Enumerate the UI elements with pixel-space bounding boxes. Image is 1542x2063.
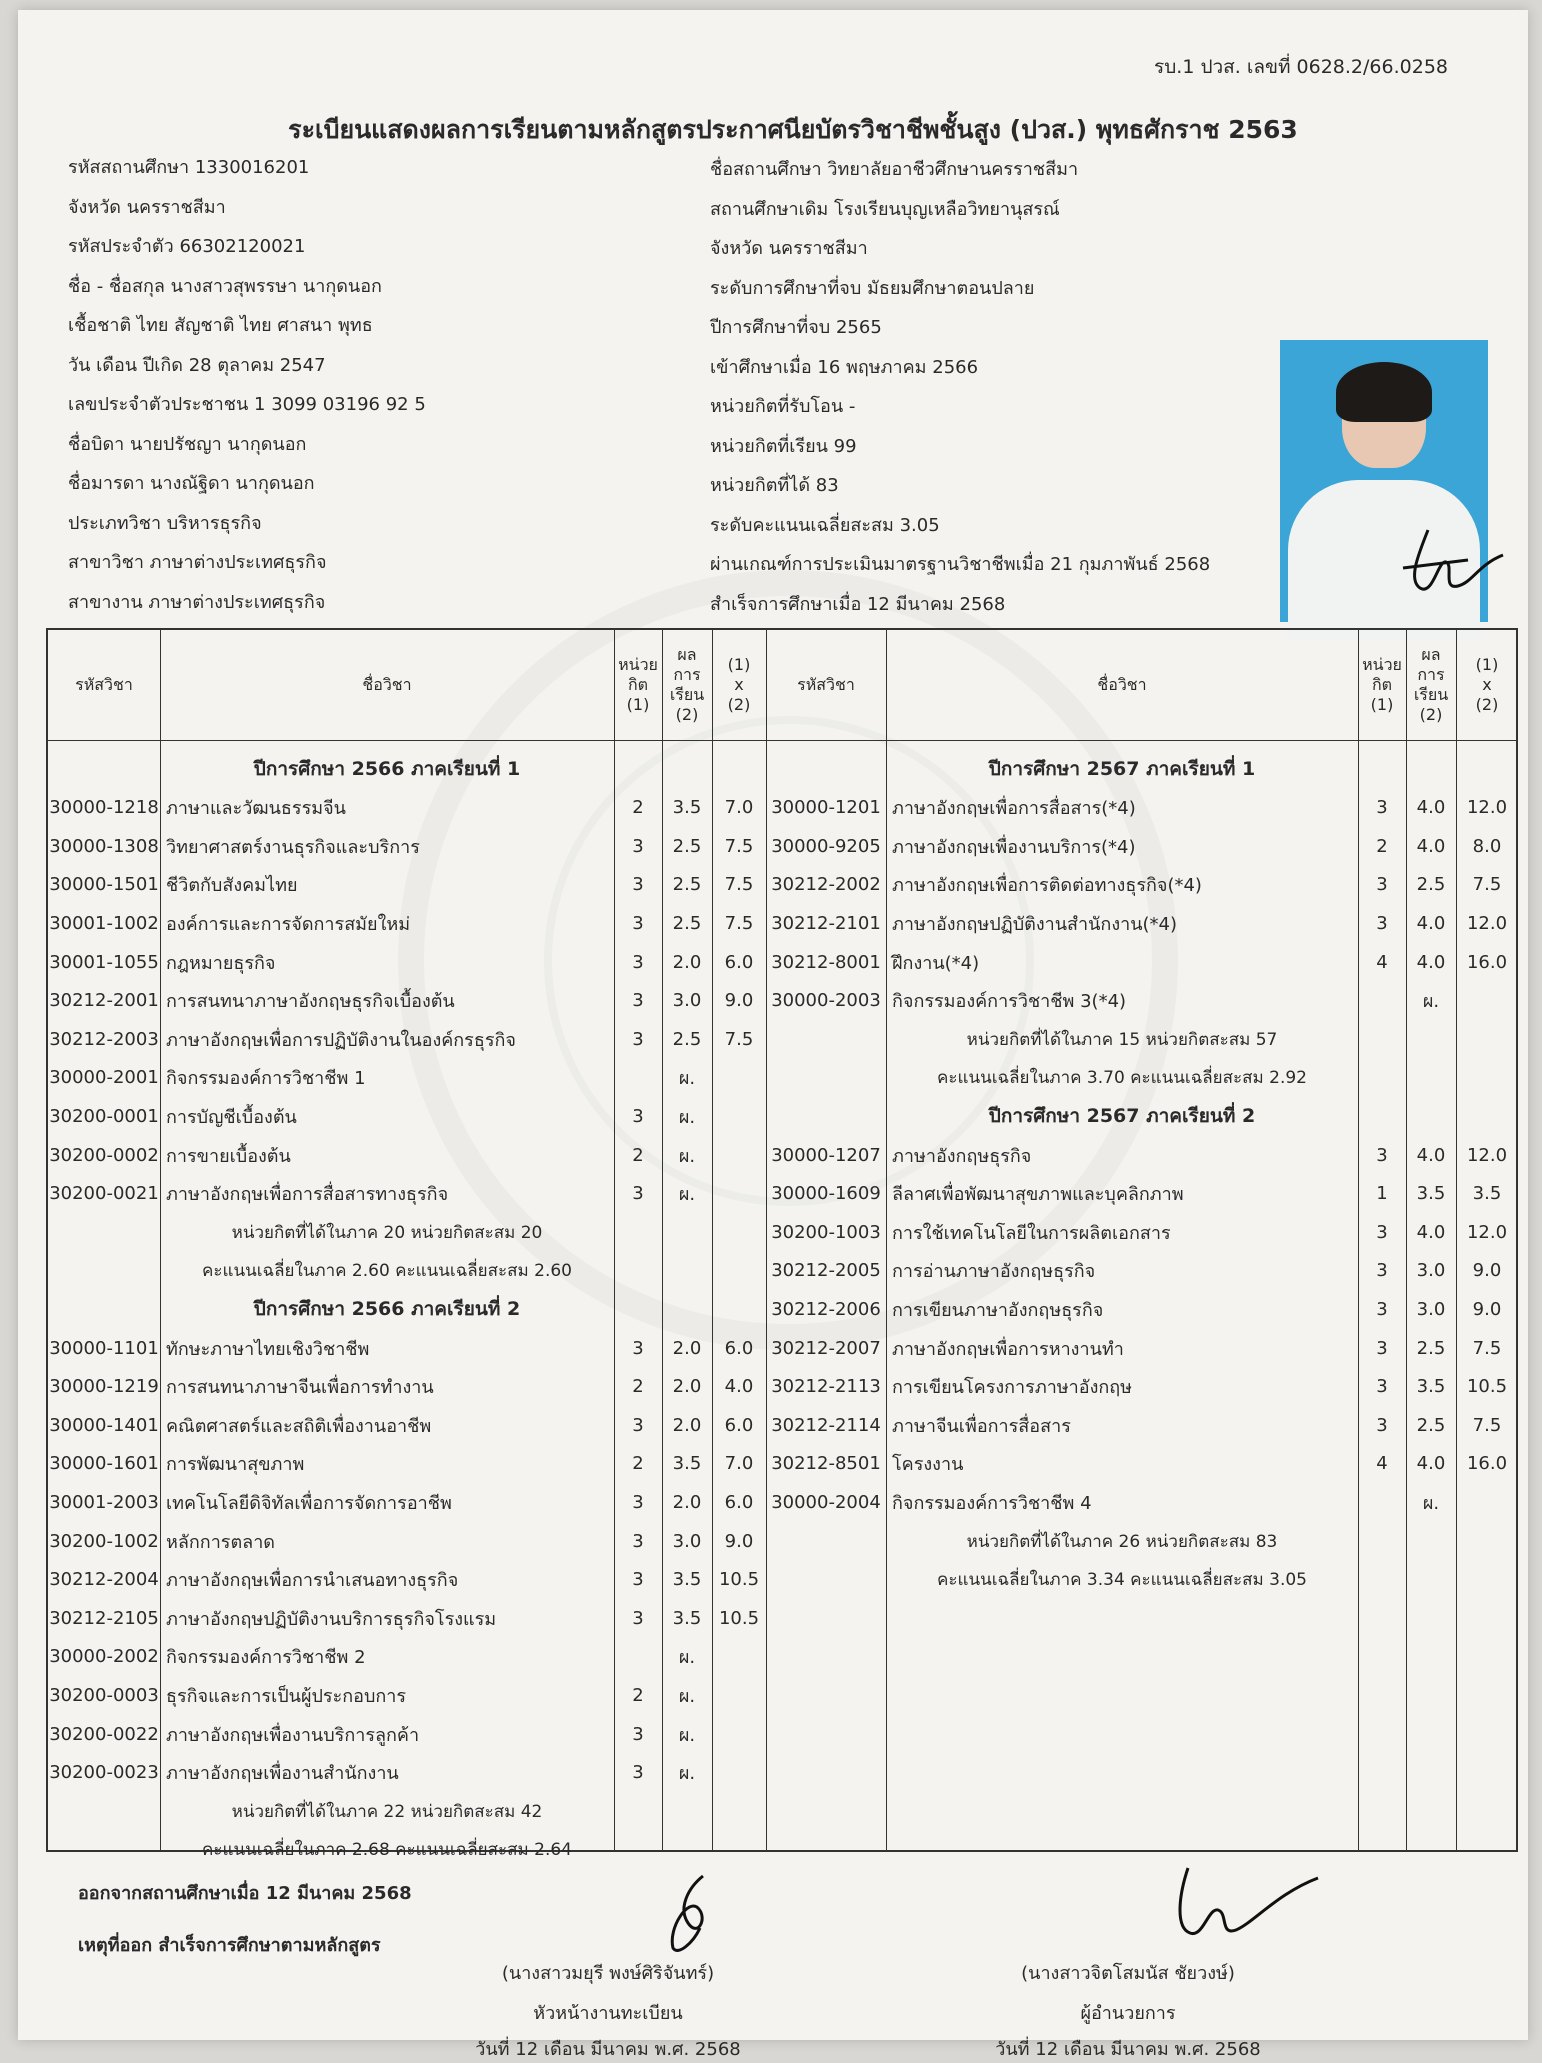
course-product: 7.5 — [1472, 1337, 1502, 1359]
course-name: ภาษาอังกฤษปฏิบัติงานบริการธุรกิจโรงแรม — [166, 1608, 497, 1630]
info-line: ชื่อ - ชื่อสกุล นางสาวสุพรรษา นากุดนอก — [68, 275, 382, 297]
course-code: 30001-1002 — [49, 912, 159, 934]
director-title: ผู้อำนวยการ — [1080, 2003, 1176, 2024]
semester-summary: หน่วยกิตที่ได้ในภาค 15 หน่วยกิตสะสม 57 — [966, 1029, 1278, 1050]
course-code: 30212-2001 — [49, 990, 159, 1012]
course-credit: 4 — [1376, 1453, 1388, 1475]
course-grade: 2.5 — [672, 912, 702, 934]
course-product — [712, 1638, 766, 1676]
course-credit: 3 — [632, 1183, 644, 1205]
course-grade: 3.5 — [672, 1607, 702, 1629]
course-code: 30212-2004 — [49, 1569, 159, 1591]
course-product: 10.5 — [718, 1569, 760, 1591]
course-product: 8.0 — [1472, 835, 1502, 857]
course-credit: 3 — [1376, 912, 1388, 934]
course-name: ทักษะภาษาไทยเชิงวิชาชีพ — [166, 1338, 370, 1360]
course-name: การเขียนภาษาอังกฤษธุรกิจ — [892, 1299, 1104, 1321]
info-line: สถานศึกษาเดิม โรงเรียนบุญเหลือวิทยานุสรณ์ — [710, 198, 1060, 220]
course-grade: 4.0 — [1416, 912, 1446, 934]
course-product — [712, 1136, 766, 1174]
info-line: ประเภทวิชา บริหารธุรกิจ — [68, 512, 262, 534]
course-product: 7.0 — [724, 1453, 754, 1475]
document-title: ระเบียนแสดงผลการเรียนตามหลักสูตรประกาศนียบัตรวิชาชีพชั้นสูง (ปวส.) พุทธศักราช 2563 — [288, 115, 1298, 144]
course-name: กิจกรรมองค์การวิชาชีพ 3(*4) — [892, 991, 1127, 1013]
course-credit: 2 — [632, 1144, 644, 1166]
course-credit: 3 — [632, 1607, 644, 1629]
course-credit: 3 — [632, 951, 644, 973]
course-code: 30000-1219 — [49, 1376, 159, 1398]
info-line: หน่วยกิตที่รับโอน - — [710, 396, 856, 417]
course-code: 30212-2005 — [771, 1260, 881, 1282]
course-name: การใช้เทคโนโลยีในการผลิตเอกสาร — [892, 1222, 1171, 1244]
course-credit — [614, 1059, 662, 1097]
course-credit: 3 — [632, 1491, 644, 1513]
course-credit: 3 — [1376, 1260, 1388, 1282]
course-product: 16.0 — [1466, 1453, 1508, 1475]
course-name: องค์การและการจัดการสมัยใหม่ — [166, 913, 411, 935]
course-credit: 3 — [632, 835, 644, 857]
info-line: ชื่อมารดา นางณัฐิดา นากุดนอก — [68, 473, 315, 494]
course-name: ภาษาอังกฤษเพื่อการปฏิบัติงานในองค์กรธุรกิจ — [166, 1029, 516, 1051]
semester-header: ปีการศึกษา 2567 ภาคเรียนที่ 1 — [988, 758, 1256, 780]
course-code: 30000-1201 — [771, 797, 881, 819]
course-credit: 1 — [1376, 1183, 1388, 1205]
column-header-product: (1) x (2) — [1475, 655, 1499, 714]
course-credit: 2 — [632, 797, 644, 819]
course-grade: 4.0 — [1416, 1144, 1446, 1166]
course-code: 30200-0002 — [49, 1144, 159, 1166]
course-name: กฎหมายธุรกิจ — [166, 952, 276, 974]
course-product: 12.0 — [1466, 912, 1508, 934]
column-header-grade: ผล การ เรียน (2) — [669, 645, 705, 724]
info-line: ชื่อสถานศึกษา วิทยาลัยอาชีวศึกษานครราชสีมา — [710, 159, 1079, 180]
column-header-grade: ผล การ เรียน (2) — [1413, 645, 1449, 724]
course-grade: 4.0 — [1416, 1453, 1446, 1475]
course-product: 12.0 — [1466, 797, 1508, 819]
semester-summary: คะแนนเฉลี่ยในภาค 2.60 คะแนนเฉลี่ยสะสม 2.60 — [202, 1261, 572, 1282]
course-credit: 3 — [632, 912, 644, 934]
director-date: วันที่ 12 เดือน มีนาคม พ.ศ. 2568 — [995, 2039, 1261, 2060]
course-credit: 2 — [632, 1453, 644, 1475]
column-header-product: (1) x (2) — [727, 655, 751, 714]
column-header-name: ชื่อวิชา — [362, 675, 412, 694]
course-grade: ผ. — [678, 1763, 696, 1785]
course-grade: ผ. — [678, 1145, 696, 1167]
course-grade: ผ. — [678, 1184, 696, 1206]
course-name: ภาษาอังกฤษเพื่อการหางานทำ — [892, 1338, 1124, 1360]
course-grade: 4.0 — [1416, 797, 1446, 819]
leave-date: ออกจากสถานศึกษาเมื่อ 12 มีนาคม 2568 — [78, 1883, 412, 1904]
course-code: 30000-2004 — [771, 1491, 881, 1513]
course-product: 6.0 — [724, 1491, 754, 1513]
course-credit: 3 — [1376, 1414, 1388, 1436]
course-code: 30000-1501 — [49, 874, 159, 896]
course-code: 30212-2105 — [49, 1607, 159, 1629]
course-code: 30000-2002 — [49, 1646, 159, 1668]
info-line: สาขางาน ภาษาต่างประเทศธุรกิจ — [68, 591, 326, 613]
course-grade: ผ. — [1422, 991, 1440, 1013]
course-product: 9.0 — [724, 990, 754, 1012]
course-product: 10.5 — [718, 1607, 760, 1629]
course-code: 30000-2003 — [771, 990, 881, 1012]
course-code: 30200-0003 — [49, 1684, 159, 1706]
course-product — [712, 1175, 766, 1213]
course-grade: 2.5 — [1416, 1414, 1446, 1436]
info-line: รหัสประจำตัว 66302120021 — [68, 236, 306, 257]
course-code: 30200-1003 — [771, 1221, 881, 1243]
course-name: ภาษาอังกฤษปฏิบัติงานสำนักงาน(*4) — [892, 913, 1178, 935]
course-credit: 3 — [632, 1337, 644, 1359]
director-signature — [1168, 1858, 1328, 1958]
course-product — [712, 1715, 766, 1753]
course-name: กิจกรรมองค์การวิชาชีพ 1 — [166, 1068, 366, 1090]
course-credit: 3 — [632, 1762, 644, 1784]
course-code: 30001-2003 — [49, 1491, 159, 1513]
course-grade: 4.0 — [1416, 1221, 1446, 1243]
course-grade: 4.0 — [1416, 951, 1446, 973]
course-credit: 3 — [632, 1723, 644, 1745]
course-product: 7.5 — [1472, 874, 1502, 896]
info-line: รหัสสถานศึกษา 1330016201 — [68, 157, 310, 178]
transcript-page — [18, 10, 1528, 2060]
course-product: 3.5 — [1472, 1183, 1502, 1205]
course-name: ภาษาอังกฤษเพื่อการสื่อสารทางธุรกิจ — [166, 1184, 449, 1206]
semester-summary: หน่วยกิตที่ได้ในภาค 20 หน่วยกิตสะสม 20 — [231, 1222, 543, 1243]
course-credit: 3 — [632, 1028, 644, 1050]
course-grade: 2.0 — [672, 1414, 702, 1436]
course-credit: 3 — [632, 1105, 644, 1127]
course-grade: 3.5 — [1416, 1183, 1446, 1205]
course-grade: 2.0 — [672, 1491, 702, 1513]
course-code: 30000-9205 — [771, 835, 881, 857]
column-header-code: รหัสวิชา — [75, 675, 133, 694]
course-code: 30212-8001 — [771, 951, 881, 973]
semester-header: ปีการศึกษา 2566 ภาคเรียนที่ 2 — [253, 1298, 521, 1321]
grades-table — [46, 628, 1518, 1861]
course-credit: 2 — [1376, 835, 1388, 857]
leave-reason: เหตุที่ออก สำเร็จการศึกษาตามหลักสูตร — [78, 1935, 381, 1956]
course-grade: 2.0 — [672, 1337, 702, 1359]
director-name: (นางสาวจิตโสมนัส ชัยวงษ์) — [1021, 1963, 1235, 1984]
course-name: การพัฒนาสุขภาพ — [166, 1454, 305, 1476]
course-name: เทคโนโลยีดิจิทัลเพื่อการจัดการอาชีพ — [166, 1492, 452, 1514]
column-header-credit: หน่วย กิต (1) — [1362, 655, 1402, 714]
course-grade: 2.0 — [672, 951, 702, 973]
course-product: 9.0 — [1472, 1298, 1502, 1320]
course-code: 30212-2003 — [49, 1028, 159, 1050]
course-credit: 3 — [1376, 1298, 1388, 1320]
semester-summary: หน่วยกิตที่ได้ในภาค 22 หน่วยกิตสะสม 42 — [231, 1801, 543, 1822]
course-grade: ผ. — [678, 1106, 696, 1128]
course-grade: ผ. — [678, 1685, 696, 1707]
student-info-left — [68, 148, 426, 622]
course-credit: 2 — [632, 1684, 644, 1706]
course-credit: 3 — [632, 1530, 644, 1552]
semester-summary: หน่วยกิตที่ได้ในภาค 26 หน่วยกิตสะสม 83 — [966, 1531, 1278, 1552]
info-line: เลขประจำตัวประชาชน 1 3099 03196 92 5 — [68, 394, 426, 415]
registrar-title: หัวหน้างานทะเบียน — [533, 2003, 683, 2024]
course-product: 9.0 — [1472, 1260, 1502, 1282]
course-code: 30200-0023 — [49, 1762, 159, 1784]
course-name: ลีลาศเพื่อพัฒนาสุขภาพและบุคลิกภาพ — [892, 1184, 1184, 1206]
course-product: 7.5 — [724, 912, 754, 934]
column-header-credit: หน่วย กิต (1) — [618, 655, 658, 714]
semester-summary: คะแนนเฉลี่ยในภาค 2.68 คะแนนเฉลี่ยสะสม 2.64 — [202, 1840, 572, 1861]
course-name: ภาษาอังกฤษเพื่องานสำนักงาน — [166, 1763, 399, 1785]
course-code: 30212-2007 — [771, 1337, 881, 1359]
course-product — [712, 1059, 766, 1097]
info-line: เชื้อชาติ ไทย สัญชาติ ไทย ศาสนา พุทธ — [68, 315, 373, 336]
course-code: 30200-0021 — [49, 1183, 159, 1205]
course-name: ชีวิตกับสังคมไทย — [166, 875, 298, 897]
column-header-name: ชื่อวิชา — [1097, 675, 1147, 694]
course-grade: ผ. — [678, 1647, 696, 1669]
course-name: ภาษาอังกฤษเพื่องานบริการลูกค้า — [166, 1724, 420, 1746]
course-product — [712, 1676, 766, 1714]
info-line: ปีการศึกษาที่จบ 2565 — [710, 317, 882, 338]
course-credit: 3 — [632, 990, 644, 1012]
course-product: 7.5 — [724, 1028, 754, 1050]
course-product — [1456, 1483, 1518, 1521]
course-code: 30000-2001 — [49, 1067, 159, 1089]
registrar-date: วันที่ 12 เดือน มีนาคม พ.ศ. 2568 — [475, 2039, 741, 2060]
course-name: กิจกรรมองค์การวิชาชีพ 2 — [166, 1647, 366, 1669]
course-name: การขายเบื้องต้น — [166, 1145, 291, 1167]
course-grade: 4.0 — [1416, 835, 1446, 857]
info-line: ผ่านเกณฑ์การประเมินมาตรฐานวิชาชีพเมื่อ 21 กุมภาพันธ์ 2568 — [710, 554, 1211, 575]
info-line: ชื่อบิดา นายปรัชญา นากุดนอก — [68, 433, 307, 455]
course-grade: ผ. — [678, 1724, 696, 1746]
course-product — [712, 1754, 766, 1792]
student-info-right — [710, 150, 1210, 624]
course-code: 30212-2113 — [771, 1376, 881, 1398]
info-line: หน่วยกิตที่ได้ 83 — [710, 475, 839, 496]
course-name: หลักการตลาด — [166, 1531, 275, 1553]
course-credit: 3 — [1376, 874, 1388, 896]
course-product: 7.5 — [1472, 1414, 1502, 1436]
course-product: 6.0 — [724, 1337, 754, 1359]
info-line: เข้าศึกษาเมื่อ 16 พฤษภาคม 2566 — [710, 356, 979, 378]
course-product: 7.5 — [724, 874, 754, 896]
course-credit: 3 — [1376, 797, 1388, 819]
course-credit: 3 — [632, 874, 644, 896]
course-product: 6.0 — [724, 951, 754, 973]
course-product: 12.0 — [1466, 1221, 1508, 1243]
course-code: 30000-1308 — [49, 835, 159, 857]
course-grade: 3.0 — [1416, 1260, 1446, 1282]
document-number: รบ.1 ปวส. เลขที่ 0628.2/66.0258 — [1154, 56, 1448, 78]
course-credit: 3 — [632, 1414, 644, 1436]
semester-header: ปีการศึกษา 2566 ภาคเรียนที่ 1 — [253, 758, 521, 780]
registrar-name: (นางสาวมยุรี พงษ์ศิริจันทร์) — [501, 1963, 715, 1984]
course-grade: 3.5 — [1416, 1376, 1446, 1398]
info-line: หน่วยกิตที่เรียน 99 — [710, 435, 857, 457]
course-credit: 3 — [632, 1569, 644, 1591]
course-code: 30212-2006 — [771, 1298, 881, 1320]
course-credit: 3 — [1376, 1376, 1388, 1398]
course-grade: ผ. — [1422, 1492, 1440, 1514]
course-code: 30000-1401 — [49, 1414, 159, 1436]
course-credit: 3 — [1376, 1221, 1388, 1243]
course-code: 30000-1601 — [49, 1453, 159, 1475]
course-product: 7.5 — [724, 835, 754, 857]
course-name: การสนทนาภาษาจีนเพื่อการทำงาน — [166, 1377, 434, 1399]
course-name: โครงงาน — [892, 1454, 964, 1476]
course-grade: 3.5 — [672, 797, 702, 819]
course-name: ภาษาอังกฤษเพื่อการสื่อสาร(*4) — [892, 798, 1136, 820]
course-code: 30000-1101 — [49, 1337, 159, 1359]
course-grade: 2.5 — [1416, 1337, 1446, 1359]
course-product: 16.0 — [1466, 951, 1508, 973]
course-name: ภาษาจีนเพื่อการสื่อสาร — [892, 1415, 1071, 1437]
course-product: 10.5 — [1466, 1376, 1508, 1398]
course-product — [712, 1097, 766, 1135]
course-name: ภาษาและวัฒนธรรมจีน — [166, 798, 346, 820]
info-line: จังหวัด นครราชสีมา — [68, 196, 226, 218]
info-line: สาขาวิชา ภาษาต่างประเทศธุรกิจ — [68, 552, 327, 573]
course-code: 30200-0001 — [49, 1105, 159, 1127]
semester-summary: คะแนนเฉลี่ยในภาค 3.34 คะแนนเฉลี่ยสะสม 3.05 — [937, 1570, 1307, 1591]
course-credit: 2 — [632, 1376, 644, 1398]
course-grade: 3.5 — [672, 1569, 702, 1591]
course-product: 12.0 — [1466, 1144, 1508, 1166]
course-code: 30212-2101 — [771, 912, 881, 934]
course-code: 30001-1055 — [49, 951, 159, 973]
course-product: 4.0 — [724, 1376, 754, 1398]
course-code: 30000-1207 — [771, 1144, 881, 1166]
course-name: ภาษาอังกฤษธุรกิจ — [892, 1145, 1032, 1167]
course-name: ธุรกิจและการเป็นผู้ประกอบการ — [166, 1685, 407, 1707]
course-code: 30212-8501 — [771, 1453, 881, 1475]
info-line: จังหวัด นครราชสีมา — [710, 238, 868, 259]
course-code: 30200-0022 — [49, 1723, 159, 1745]
course-grade: 2.5 — [672, 874, 702, 896]
course-grade: ผ. — [678, 1068, 696, 1090]
course-credit: 3 — [1376, 1144, 1388, 1166]
course-code: 30200-1002 — [49, 1530, 159, 1552]
course-grade: 3.0 — [1416, 1298, 1446, 1320]
course-product — [1456, 982, 1518, 1020]
course-name: วิทยาศาสตร์งานธุรกิจและบริการ — [166, 836, 420, 858]
column-header-code: รหัสวิชา — [797, 675, 855, 694]
course-grade: 2.5 — [672, 1028, 702, 1050]
course-code: 30212-2002 — [771, 874, 881, 896]
course-product: 9.0 — [724, 1530, 754, 1552]
course-grade: 3.0 — [672, 990, 702, 1012]
photo-signature — [1398, 510, 1508, 610]
course-grade: 3.5 — [672, 1453, 702, 1475]
course-name: การสนทนาภาษาอังกฤษธุรกิจเบื้องต้น — [166, 991, 455, 1013]
course-code: 30000-1609 — [771, 1183, 881, 1205]
course-name: ภาษาอังกฤษเพื่อการนำเสนอทางธุรกิจ — [166, 1570, 459, 1592]
semester-header: ปีการศึกษา 2567 ภาคเรียนที่ 2 — [988, 1105, 1256, 1128]
info-line: ระดับคะแนนเฉลี่ยสะสม 3.05 — [710, 514, 940, 536]
course-name: ภาษาอังกฤษเพื่องานบริการ(*4) — [892, 836, 1136, 858]
course-grade: 2.5 — [1416, 874, 1446, 896]
course-name: คณิตศาสตร์และสถิติเพื่องานอาชีพ — [166, 1415, 432, 1437]
course-credit — [614, 1638, 662, 1676]
course-product: 7.0 — [724, 797, 754, 819]
course-grade: 2.0 — [672, 1376, 702, 1398]
course-credit: 3 — [1376, 1337, 1388, 1359]
course-grade: 2.5 — [672, 835, 702, 857]
course-product: 6.0 — [724, 1414, 754, 1436]
course-name: ภาษาอังกฤษเพื่อการติดต่อทางธุรกิจ(*4) — [892, 875, 1202, 897]
course-name: ฝึกงาน(*4) — [892, 952, 980, 974]
course-code: 30000-1218 — [49, 797, 159, 819]
course-credit: 4 — [1376, 951, 1388, 973]
registrar-signature — [648, 1868, 728, 1958]
info-line: วัน เดือน ปีเกิด 28 ตุลาคม 2547 — [68, 354, 326, 376]
info-line: สำเร็จการศึกษาเมื่อ 12 มีนาคม 2568 — [710, 593, 1006, 615]
course-grade: 3.0 — [672, 1530, 702, 1552]
course-credit — [1358, 982, 1406, 1020]
course-credit — [1358, 1483, 1406, 1521]
course-name: การอ่านภาษาอังกฤษธุรกิจ — [892, 1261, 1096, 1283]
info-line: ระดับการศึกษาที่จบ มัธยมศึกษาตอนปลาย — [710, 277, 1035, 299]
course-name: การเขียนโครงการภาษาอังกฤษ — [892, 1377, 1133, 1399]
semester-summary: คะแนนเฉลี่ยในภาค 3.70 คะแนนเฉลี่ยสะสม 2.92 — [937, 1068, 1307, 1089]
course-name: การบัญชีเบื้องต้น — [166, 1106, 297, 1128]
course-name: กิจกรรมองค์การวิชาชีพ 4 — [892, 1492, 1092, 1514]
course-code: 30212-2114 — [771, 1414, 881, 1436]
